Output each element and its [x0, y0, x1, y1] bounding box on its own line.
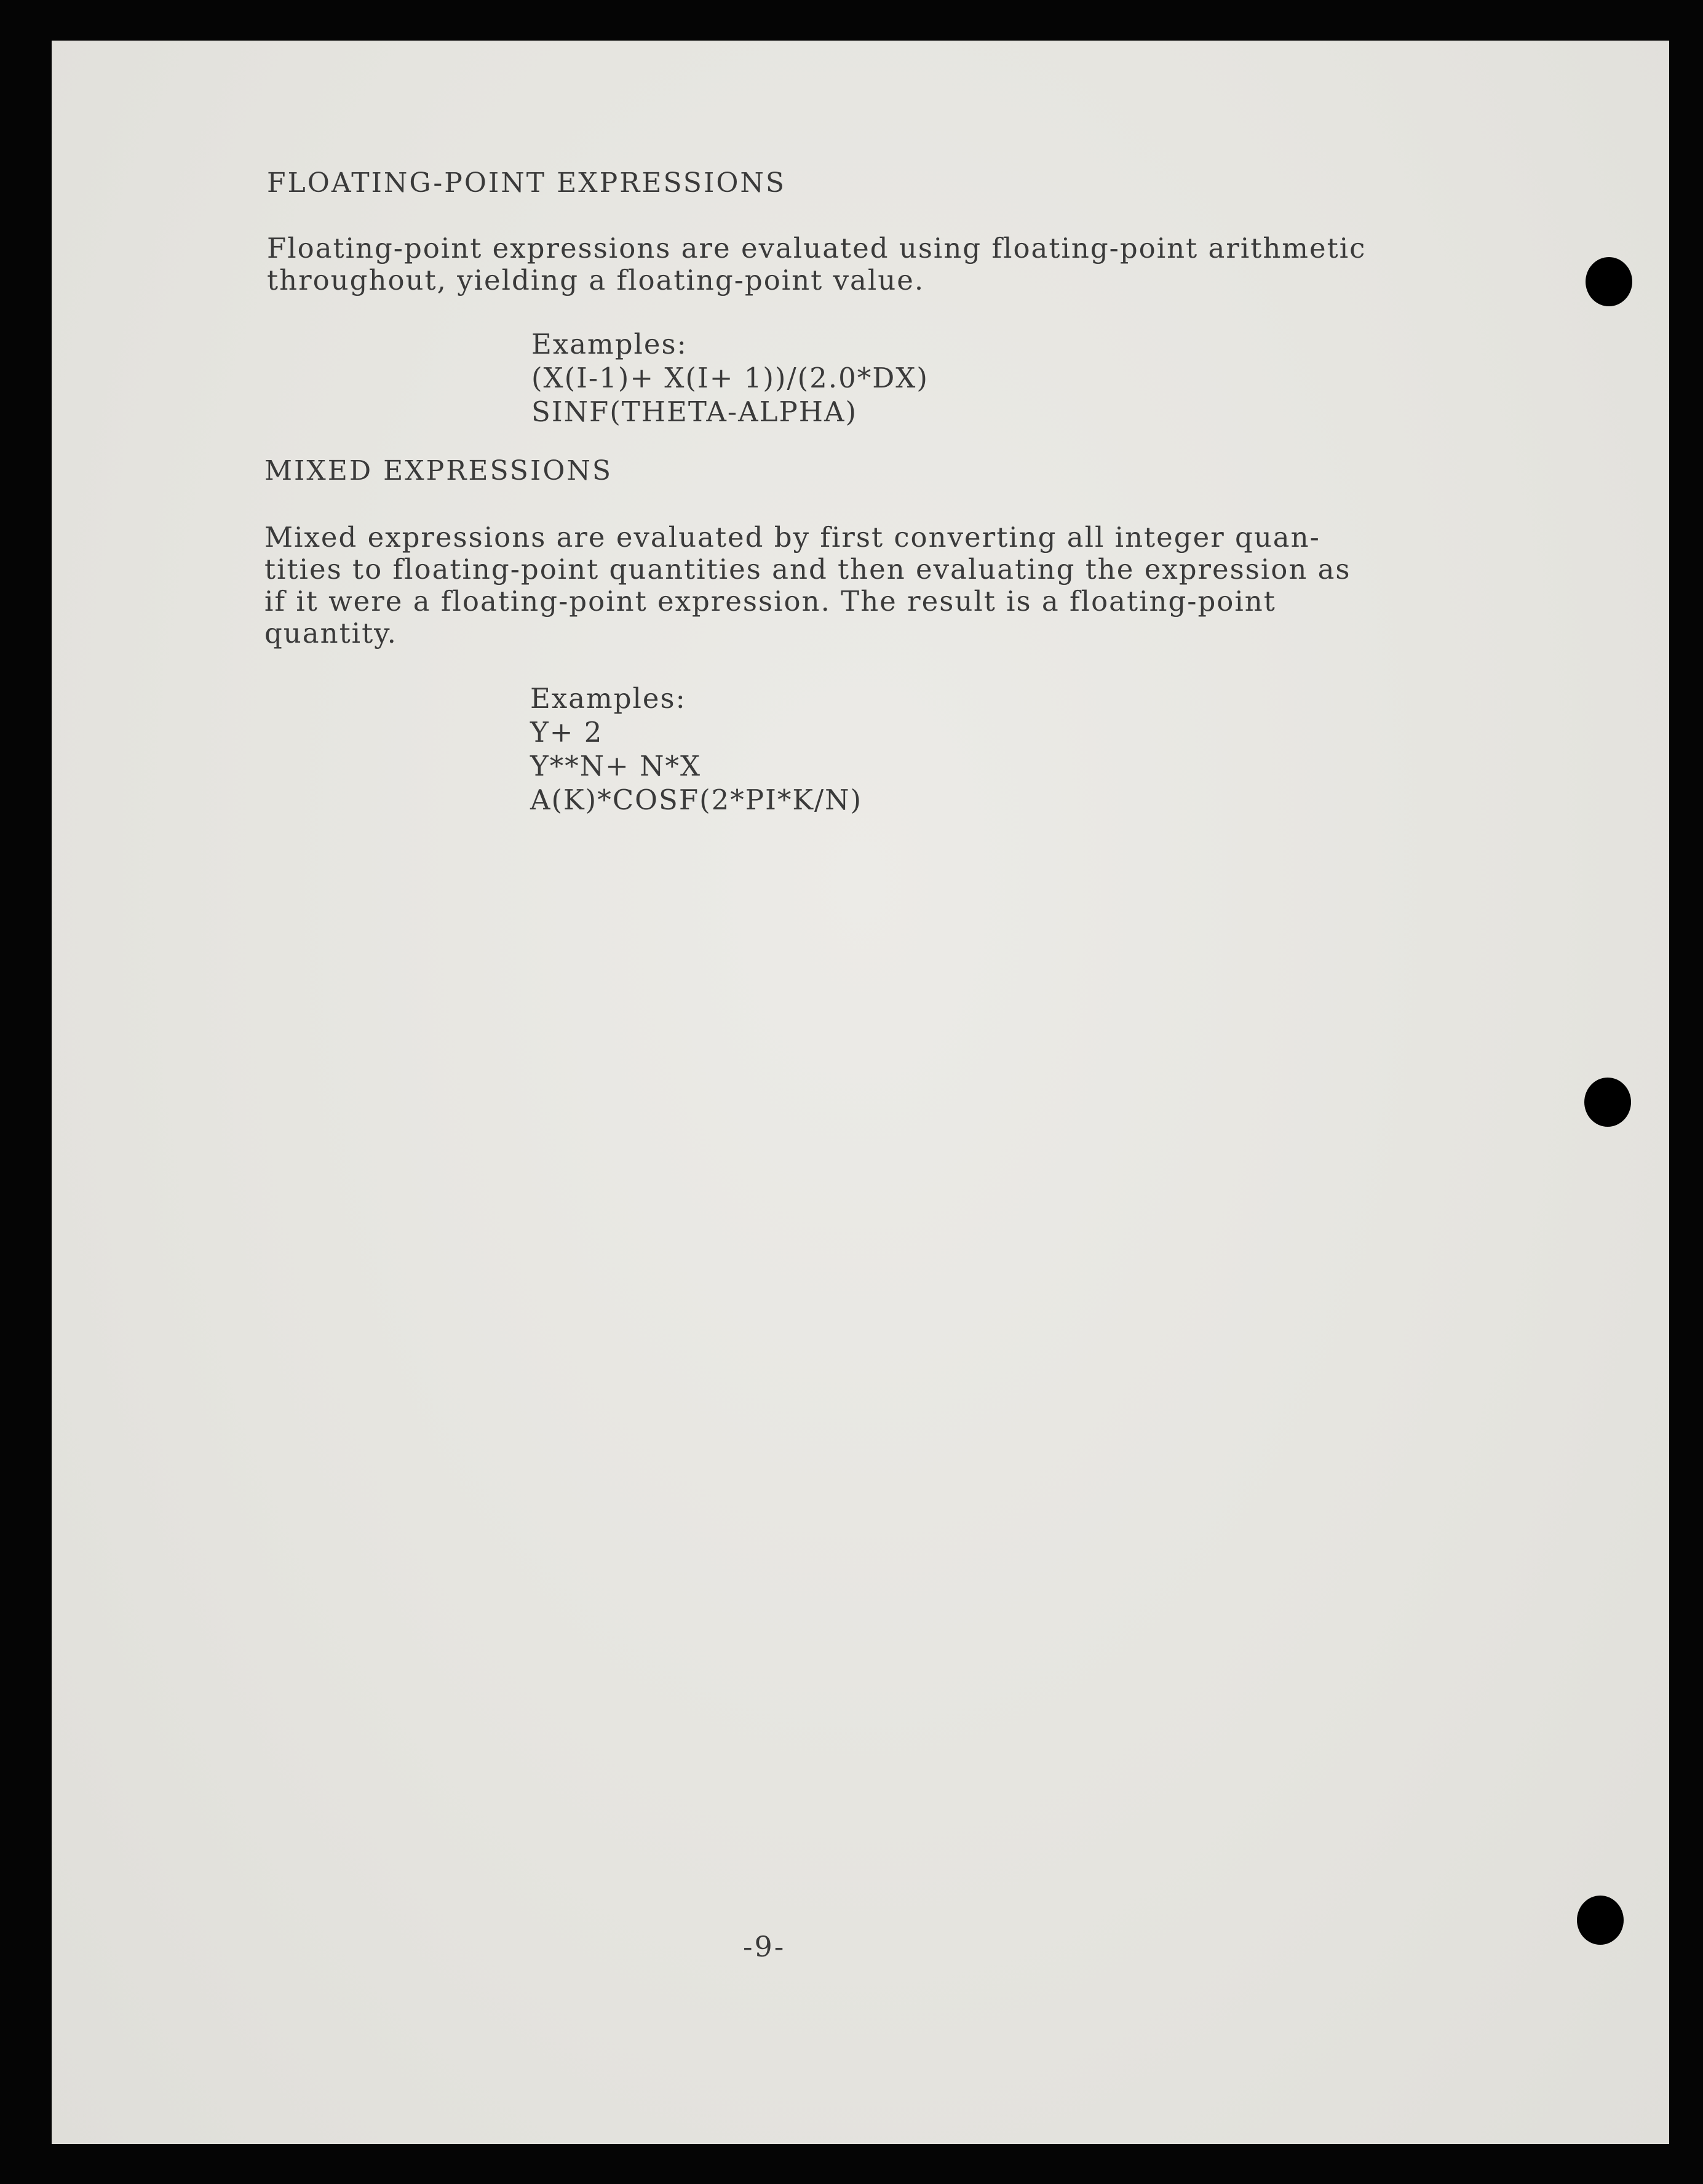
- examples-block-mixed: [530, 681, 862, 817]
- paragraph-mixed: [264, 522, 1351, 649]
- paragraph-line: if it were a floating-point expression. The result is a floating-point: [264, 585, 1276, 617]
- punch-hole-middle: [1584, 1078, 1631, 1127]
- example-expression: SINF(THETA-ALPHA): [531, 395, 858, 428]
- examples-block-floating-point: [531, 327, 929, 429]
- punch-hole-top: [1586, 257, 1632, 306]
- paragraph-line: Floating-point expressions are evaluated using floating-point arithmetic: [267, 232, 1367, 264]
- example-expression: A(K)*COSF(2*PI*K/N): [530, 784, 863, 816]
- paragraph-line: quantity.: [264, 617, 397, 649]
- punch-hole-bottom: [1577, 1896, 1624, 1945]
- page-number: -9-: [743, 1930, 786, 1963]
- example-expression: Y+ 2: [530, 716, 603, 749]
- section-heading-mixed: MIXED EXPRESSIONS: [264, 455, 613, 486]
- examples-label: Examples:: [531, 328, 688, 360]
- paragraph-floating-point: [267, 232, 1366, 296]
- example-expression: (X(I-1)+ X(I+ 1))/(2.0*DX): [531, 362, 929, 394]
- example-expression: Y**N+ N*X: [530, 750, 702, 782]
- paragraph-line: tities to floating-point quantities and then evaluating the expression as: [264, 553, 1351, 586]
- paragraph-line: throughout, yielding a floating-point value.: [267, 264, 925, 296]
- section-heading-floating-point: FLOATING-POINT EXPRESSIONS: [267, 167, 787, 199]
- examples-label: Examples:: [530, 682, 686, 715]
- paragraph-line: Mixed expressions are evaluated by first converting all integer quan-: [264, 521, 1320, 554]
